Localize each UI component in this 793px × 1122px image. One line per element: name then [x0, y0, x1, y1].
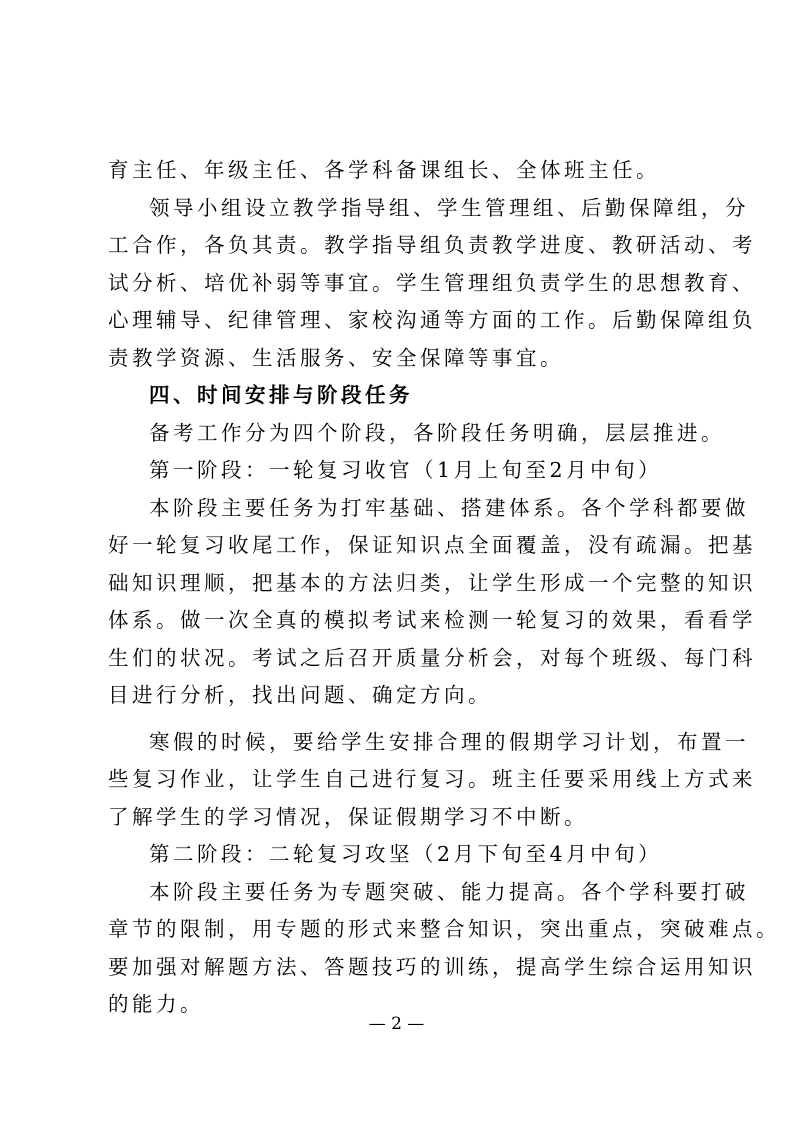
para-working-groups [108, 190, 756, 378]
text-line: 本阶段主要任务为专题突破、能力提高。各个学科要打破 [149, 879, 749, 904]
stage-title: 第二阶段：二轮复习攻坚（2月下旬至4月中旬） [149, 842, 663, 866]
text-line: 责教学资源、生活服务、安全保障等事宜。 [108, 345, 564, 370]
para-stage-two-tasks [108, 874, 780, 1024]
text-line: 要加强对解题方法、答题技巧的训练，提高学生综合运用知识 [108, 954, 756, 979]
stage-title: 第一阶段：一轮复习收官（1月上旬至2月中旬） [149, 458, 663, 482]
stage-two-title [108, 836, 690, 874]
para-four-stages [108, 415, 725, 453]
text-line: 备考工作分为四个阶段，各阶段任务明确，层层推进。 [149, 420, 725, 445]
text-line: 本阶段主要任务为打牢基础、搭建体系。各个学科都要做 [149, 495, 749, 520]
text-line: 领导小组设立教学指导组、学生管理组、后勤保障组，分 [149, 195, 749, 220]
section-heading: 四、时间安排与阶段任务 [149, 383, 413, 407]
text-line: 寒假的时候，要给学生安排合理的假期学习计划，布置一 [149, 729, 749, 754]
text-line: 了解学生的学习情况，保证假期学习不中断。 [108, 804, 588, 829]
para-stage-one-tasks [108, 490, 756, 715]
document-body [108, 152, 780, 1024]
text-line: 工合作，各负其责。教学指导组负责教学进度、教研活动、考 [108, 233, 756, 257]
text-line: 些复习作业，让学生自己进行复习。班主任要采用线上方式来 [108, 767, 756, 791]
text-line: 础知识理顺，把基本的方法归类，让学生形成一个完整的知识 [108, 570, 756, 595]
text-line: 好一轮复习收尾工作，保证知识点全面覆盖，没有疏漏。把基 [108, 533, 756, 557]
section-heading-schedule [108, 377, 690, 415]
text-line: 章节的限制，用专题的形式来整合知识，突出重点，突破难点。 [108, 917, 780, 941]
text-line: 目进行分析，找出问题、确定方向。 [108, 683, 492, 707]
text-line: 生们的状况。考试之后召开质量分析会，对每个班级、每门科 [108, 645, 756, 670]
page-number: — 2 — [368, 1014, 425, 1034]
para-leadership-members-end [108, 152, 690, 190]
para-winter-break [108, 724, 756, 837]
text-line: 试分析、培优补弱等事宜。学生管理组负责学生的思想教育、 [108, 270, 756, 295]
text-line: 心理辅导、纪律管理、家校沟通等方面的工作。后勤保障组负 [108, 308, 756, 332]
text-line: 的能力。 [108, 992, 204, 1016]
stage-one-title [108, 452, 690, 490]
text-line: 体系。做一次全真的模拟考试来检测一轮复习的效果，看看学 [108, 608, 756, 632]
text-line: 育主任、年级主任、各学科备课组长、全体班主任。 [108, 158, 660, 182]
paragraph-spacer [108, 715, 690, 724]
